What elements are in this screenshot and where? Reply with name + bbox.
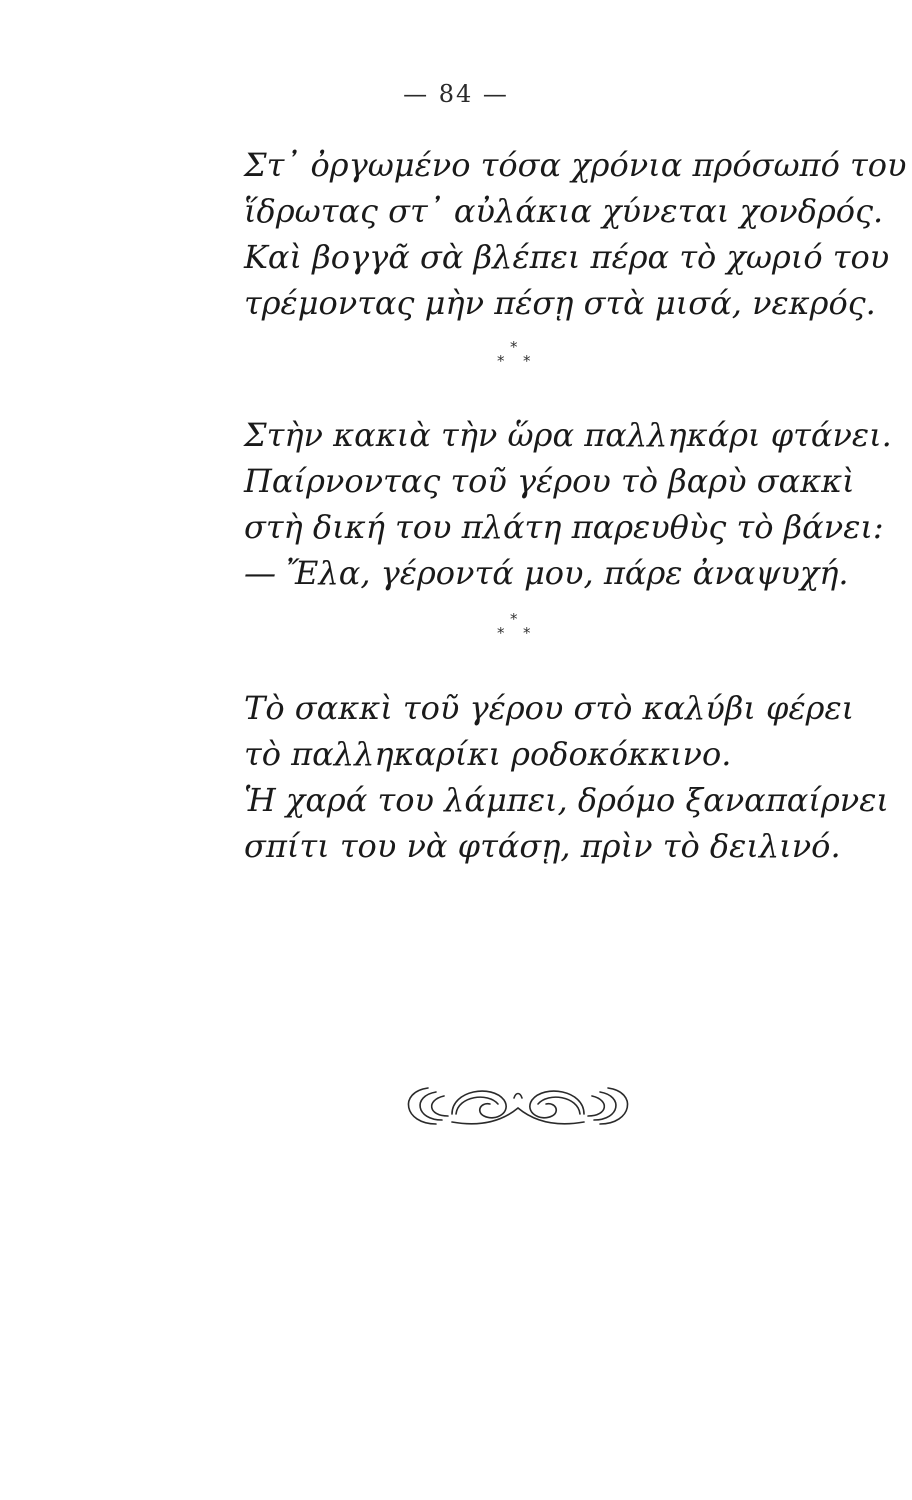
verse-line: Στ᾽ ὀργωμένο τόσα χρόνια πρόσωπό του [244, 146, 907, 184]
stanza-3 [244, 685, 889, 869]
verse-line: ἵδρωτας στ᾽ αὐλάκια χύνεται χονδρός. [244, 192, 884, 230]
asterism-separator [497, 340, 537, 380]
stanza-1 [244, 142, 907, 326]
verse-line: Ἡ χαρά του λάμπει, δρόμο ξαναπαίρνει [244, 781, 889, 819]
verse-line: Στὴν κακιὰ τὴν ὥρα παλληκάρι φτάνει. [244, 416, 892, 454]
verse-line: τρέμοντας μὴν πέσῃ στὰ μισά, νεκρός. [244, 284, 876, 322]
asterisk-glyph: * [510, 338, 518, 356]
asterisk-glyph: * [497, 624, 505, 642]
stanza-2 [244, 412, 892, 596]
scroll-flourish-ornament-icon [396, 1078, 640, 1132]
verse-line: Παίρνοντας τοῦ γέρου τὸ βαρὺ σακκὶ [244, 462, 855, 500]
verse-line: στὴ δική του πλάτη παρευθὺς τὸ βάνει: [244, 508, 884, 546]
verse-line: Τὸ σακκὶ τοῦ γέρου στὸ καλύβι φέρει [244, 689, 855, 727]
verse-line: — Ἔλα, γέροντά μου, πάρε ἀναψυχή. [244, 554, 849, 592]
page-number: — 84 — [403, 80, 509, 108]
verse-line: Καὶ βογγᾶ σὰ βλέπει πέρα τὸ χωριό του [244, 238, 890, 276]
asterisk-glyph: * [510, 610, 518, 628]
asterisk-glyph: * [523, 352, 531, 370]
verse-line: τὸ παλληκαρίκι ροδοκόκκινο. [244, 735, 732, 773]
asterisk-glyph: * [523, 624, 531, 642]
asterisk-glyph: * [497, 352, 505, 370]
asterism-separator [497, 612, 537, 652]
verse-line: σπίτι του νὰ φτάσῃ, πρὶν τὸ δειλινό. [244, 827, 841, 865]
